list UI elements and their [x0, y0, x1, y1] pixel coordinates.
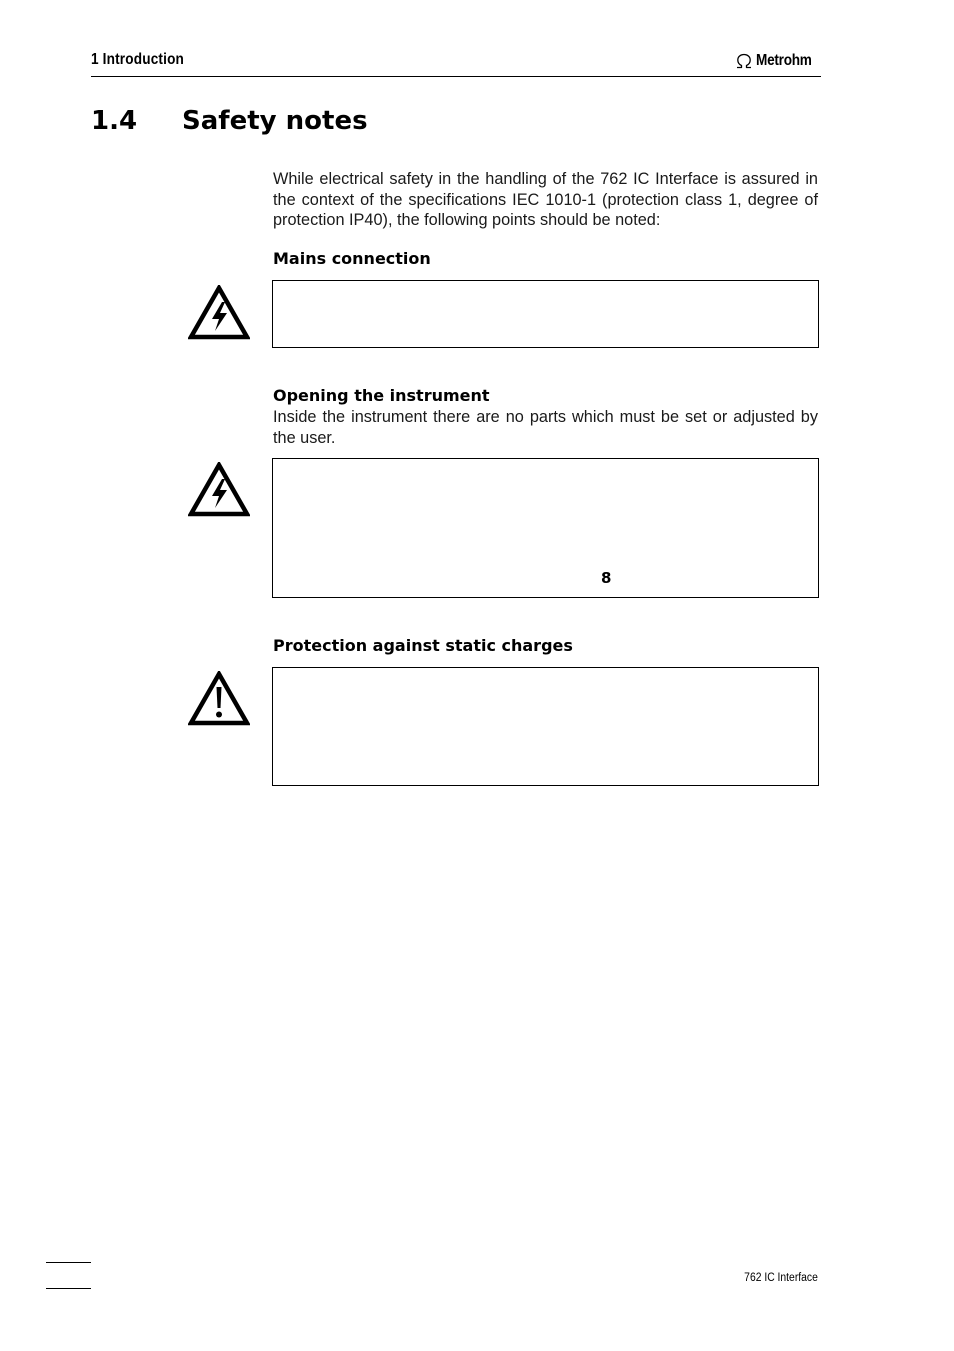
static-charges-box	[272, 667, 819, 786]
opening-instrument-box	[272, 458, 819, 598]
opening-instrument-text: Inside the instrument there are no parts which must be set or adjusted by the user.	[273, 408, 818, 447]
brand-name: Metrohm	[755, 52, 812, 69]
footer-rule-top	[46, 1262, 91, 1263]
section-title	[91, 106, 368, 136]
box-reference-number: 8	[601, 569, 612, 587]
footer-rule-bottom	[46, 1288, 91, 1289]
intro-paragraph: While electrical safety in the handling of the 762 IC Interface is assured in the context of the specifications IEC 1010-1 (protection class 1, degree of protection IP40), the following points should be noted:	[273, 170, 818, 229]
section-number: 1.4	[91, 106, 138, 136]
running-header-chapter: 1 Introduction	[91, 51, 185, 68]
brand-logo	[735, 51, 821, 71]
omega-logo-icon	[735, 53, 753, 69]
header-rule	[91, 76, 821, 77]
section-title-text: Safety notes	[182, 106, 368, 136]
static-charges-heading: Protection against static charges	[273, 636, 573, 655]
high-voltage-warning-icon	[188, 285, 250, 340]
opening-instrument-heading: Opening the instrument	[273, 386, 490, 405]
mains-connection-box	[272, 280, 819, 348]
mains-connection-heading: Mains connection	[273, 249, 431, 268]
exclamation-warning-icon	[188, 671, 250, 726]
footer-product-name: 762 IC Interface	[744, 1272, 818, 1284]
high-voltage-warning-icon	[188, 462, 250, 517]
